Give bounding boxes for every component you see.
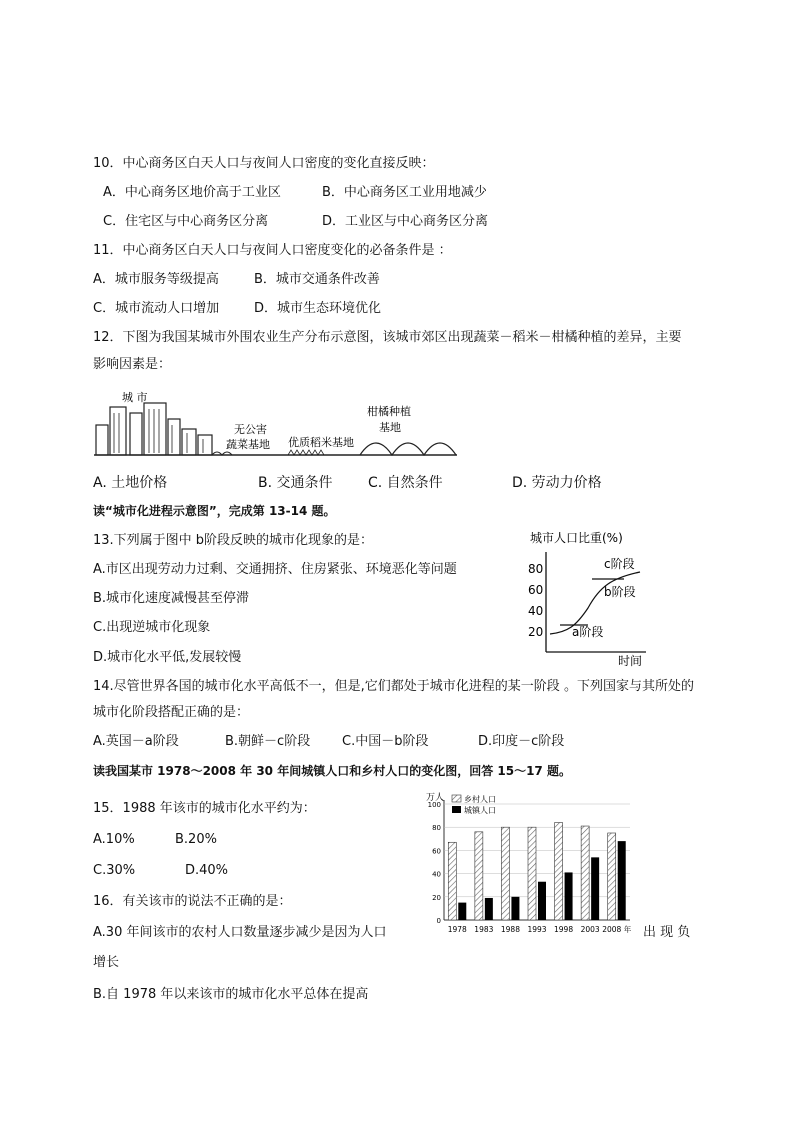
q15-option-b: B.20% (175, 832, 217, 847)
chart-ylabel: 万人 (426, 793, 445, 803)
bar-urban-1 (485, 898, 493, 920)
q12-option-b: B. 交通条件 (258, 475, 333, 491)
q10-option-d: D．工业区与中心商务区分离 (322, 214, 489, 229)
q14-stem-line1: 14.尽管世界各国的城市化水平高低不一，但是,它们都处于城市化进程的某一阶段 。下列国家与其所处的 (93, 679, 694, 694)
q10-option-a: A．中心商务区地价高于工业区 (103, 185, 281, 200)
q15-option-c: C.30% (93, 863, 136, 878)
chart-xtick-3: 1993 (527, 925, 547, 934)
q15-stem: 15．1988 年该市的城市化水平约为： (93, 801, 316, 816)
tick-80: 80 (528, 562, 544, 576)
stage-b-label: b阶段 (604, 585, 636, 599)
chart-xtick-2: 1988 (500, 925, 520, 934)
q10-stem: 10．中心商务区白天人口与夜间人口密度的变化直接反映： (93, 156, 435, 171)
tick-40: 40 (528, 604, 544, 618)
legend-urban-swatch (452, 806, 461, 813)
q11-option-d: D．城市生态环境优化 (254, 301, 382, 316)
q15-option-a: A.10% (93, 832, 135, 847)
q11-option-a: A．城市服务等级提高 (93, 272, 219, 287)
figure-label-city: 城 市 (122, 391, 148, 404)
q12-stem-line1: 12．下图为我国某城市外围农业生产分布示意图，该城市郊区出现蔬菜－稻米－柑橘种植的差异，主要 (93, 330, 682, 345)
q16-option-a-line1: A.30 年间该市的农村人口数量逐步减少是因为人口 (93, 925, 387, 940)
q13-stem: 13.下列属于图中 b阶段反映的城市化现象的是： (93, 533, 374, 548)
stage-a-label: a阶段 (572, 625, 604, 639)
chart-xtick-0: 1978 (447, 925, 467, 934)
bar-urban-4 (565, 872, 573, 920)
q16-option-a-tail: 出 现 负 (643, 925, 691, 940)
chart-ytick-80: 80 (432, 824, 441, 833)
chart-ytick-20: 20 (432, 893, 441, 902)
q16-option-b: B.自 1978 年以来该市的城市化水平总体在提高 (93, 987, 369, 1002)
legend-urban-label: 城镇人口 (464, 806, 496, 815)
bar-urban-5 (591, 857, 599, 920)
bar-rural-2 (501, 827, 509, 920)
population-bar-chart (422, 790, 636, 940)
q14-option-d: D.印度－c阶段 (478, 734, 565, 749)
bar-rural-3 (528, 827, 536, 920)
q13-option-d: D.城市化水平低,发展较慢 (93, 650, 242, 665)
tick-20: 20 (528, 625, 544, 639)
chart-xtick-6: 2008 年 (602, 925, 632, 934)
bar-urban-2 (511, 897, 519, 920)
chart-xtick-1: 1983 (474, 925, 494, 934)
chart-legend (452, 794, 496, 815)
legend-rural-swatch (452, 795, 461, 802)
q13-option-c: C.出现逆城市化现象 (93, 620, 211, 635)
chart-xtick-5: 2003 (580, 925, 600, 934)
instruction-13-14: 读“城市化进程示意图”，完成第 13-14 题。 (93, 504, 336, 518)
q12-option-a: A. 土地价格 (93, 475, 168, 491)
q11-option-c: C．城市流动人口增加 (93, 301, 220, 316)
bar-rural-1 (475, 832, 483, 920)
instruction-15-17: 读我国某市 1978～2008 年 30 年间城镇人口和乡村人口的变化图，回答 15～17 题。 (93, 764, 571, 778)
figure-label-orange-1: 柑橘种植 (367, 405, 411, 418)
figure-label-veg-1: 无公害 (234, 423, 267, 436)
stage-c-label: c阶段 (604, 557, 635, 571)
chart-xtick-4: 1998 (554, 925, 574, 934)
urbanization-process-figure (520, 528, 670, 670)
tick-60: 60 (528, 583, 544, 597)
bar-rural-0 (448, 842, 456, 920)
q11-option-b: B．城市交通条件改善 (254, 272, 380, 287)
figure-urban-title: 城市人口比重(%) (530, 531, 623, 545)
q14-option-b: B.朝鲜－c阶段 (225, 734, 311, 749)
bar-urban-3 (538, 882, 546, 920)
q14-stem-line2: 城市化阶段搭配正确的是： (93, 705, 250, 720)
figure-label-veg-2: 蔬菜基地 (226, 438, 270, 451)
bar-urban-6 (618, 841, 626, 920)
q10-option-c: C．住宅区与中心商务区分离 (103, 214, 269, 229)
chart-ytick-40: 40 (432, 870, 441, 879)
chart-ytick-100: 100 (427, 801, 441, 809)
q13-option-b: B.城市化速度减慢甚至停滞 (93, 591, 250, 606)
q11-stem: 11．中心商务区白天人口与夜间人口密度变化的必备条件是 ： (93, 243, 452, 258)
q10-option-b: B．中心商务区工业用地减少 (322, 185, 487, 200)
chart-ytick-0: 0 (436, 917, 441, 925)
agriculture-distribution-figure (92, 385, 462, 465)
q16-option-a-line2: 增长 (93, 955, 120, 970)
bar-urban-0 (458, 903, 466, 920)
figure-urban-xlabel: 时间 (618, 654, 643, 668)
q13-option-a: A.市区出现劳动力过剩、交通拥挤、住房紧张、环境恶化等问题 (93, 562, 457, 577)
figure-label-orange-2: 基地 (379, 421, 401, 434)
q16-stem: 16．有关该市的说法不正确的是： (93, 894, 292, 909)
q14-option-c: C.中国－b阶段 (342, 734, 429, 749)
bar-rural-5 (581, 826, 589, 920)
legend-rural-label: 乡村人口 (464, 795, 496, 804)
q15-option-d: D.40% (185, 863, 229, 878)
figure-label-rice: 优质稻米基地 (288, 436, 354, 449)
q12-option-d: D. 劳动力价格 (512, 475, 602, 491)
chart-ytick-60: 60 (432, 847, 441, 856)
bar-rural-4 (555, 823, 563, 920)
bar-rural-6 (608, 833, 616, 920)
q12-option-c: C. 自然条件 (368, 475, 443, 491)
q12-stem-line2: 影响因素是： (93, 357, 172, 372)
q14-option-a: A.英国－a阶段 (93, 734, 179, 749)
